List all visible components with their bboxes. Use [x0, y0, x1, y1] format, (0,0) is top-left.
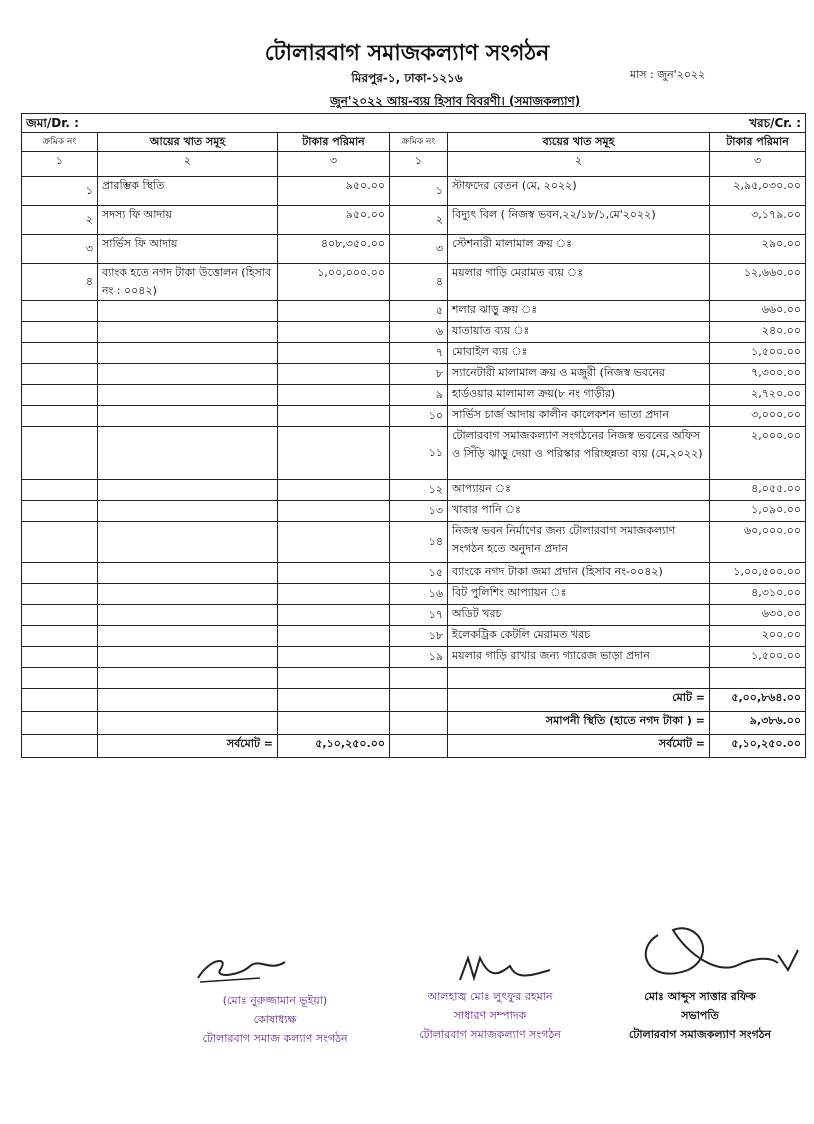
closing-balance-label: সমাপনী স্থিতি (হাতে নগদ টাকা ) =	[448, 712, 710, 735]
expense-amount-header: টাকার পরিমান	[710, 133, 806, 152]
income-item	[98, 605, 278, 626]
president-signature	[610, 988, 790, 1045]
income-amount	[278, 301, 390, 322]
total-row	[22, 689, 806, 712]
expense-serial: ১৬	[390, 584, 448, 605]
income-item	[98, 563, 278, 584]
income-serial	[22, 322, 98, 343]
expense-item: যাতায়াত ব্যয় ঃ	[448, 322, 710, 343]
col-number: ৩	[278, 152, 390, 177]
income-amount	[278, 522, 390, 563]
treasurer-signature-mark	[190, 948, 300, 988]
income-serial: ২	[22, 206, 98, 235]
income-amount: ৪০৮,৩৫০.০০	[278, 235, 390, 264]
income-amount	[278, 322, 390, 343]
grand-total-income-label: সর্বমোট =	[98, 735, 278, 758]
income-item	[98, 301, 278, 322]
income-item: সার্ভিস ফি আদায়	[98, 235, 278, 264]
income-item	[98, 668, 278, 689]
expense-serial: ১১	[390, 427, 448, 480]
ledger-row	[22, 647, 806, 668]
ledger-row	[22, 605, 806, 626]
income-item	[98, 522, 278, 563]
income-serial: ৩	[22, 235, 98, 264]
expense-amount: ২,৯৫,০৩০.০০	[710, 177, 806, 206]
grand-total-expense-value: ৫,১০,২৫০.০০	[710, 735, 806, 758]
expense-serial: ১৫	[390, 563, 448, 584]
income-serial	[22, 563, 98, 584]
col-number: ৩	[710, 152, 806, 177]
signature-role: সভাপতি	[681, 1009, 719, 1022]
income-item	[98, 427, 278, 480]
dr-label: জমা/Dr. :	[26, 116, 79, 130]
expense-item: ময়লার গাড়ি মেরামত ব্যয় ঃ	[448, 264, 710, 301]
col-number: ২	[98, 152, 278, 177]
president-signature-mark	[628, 915, 808, 990]
income-item	[98, 626, 278, 647]
dr-cr-row	[22, 114, 806, 133]
expense-item: খাবার পানি ঃ	[448, 501, 710, 522]
expense-amount: ৭,৩০০.০০	[710, 364, 806, 385]
income-amount	[278, 563, 390, 584]
expense-amount: ২৯০.০০	[710, 235, 806, 264]
secretary-signature-mark	[450, 950, 560, 990]
income-amount	[278, 385, 390, 406]
org-address: মিরপুর-১, ঢাকা-১২১৬	[351, 71, 463, 85]
income-item	[98, 480, 278, 501]
ledger-row	[22, 522, 806, 563]
expense-item: মোবাইল ব্যয় ঃ	[448, 343, 710, 364]
income-item	[98, 647, 278, 668]
ledger-row	[22, 206, 806, 235]
expense-serial-header: ক্রমিক নং	[390, 133, 448, 152]
expense-amount: ২,৭২০.০০	[710, 385, 806, 406]
signature-name: মোঃ আব্দুস সাত্তার রফিক	[644, 990, 756, 1003]
income-amount	[278, 501, 390, 522]
income-item	[98, 385, 278, 406]
income-serial	[22, 668, 98, 689]
expense-item: স্টাফদের বেতন (মে, ২০২২)	[448, 177, 710, 206]
expense-item: স্টেশনারী মালামাল ক্রয় ঃ	[448, 235, 710, 264]
expense-amount: ৬৬০.০০	[710, 301, 806, 322]
income-item	[98, 322, 278, 343]
expense-item: স্যানেটারী মালামাল ক্রয় ও মজুরী (নিজস্ব ভবনের	[448, 364, 710, 385]
income-amount	[278, 584, 390, 605]
ledger-row	[22, 235, 806, 264]
expense-serial: ১	[390, 177, 448, 206]
income-serial	[22, 427, 98, 480]
ledger-row	[22, 322, 806, 343]
income-amount	[278, 647, 390, 668]
signature-org: টোলারবাগ সমাজকল্যাণ সংগঠন	[628, 1028, 772, 1041]
income-item: সদস্য ফি আদায়	[98, 206, 278, 235]
closing-balance-value: ৯,৩৮৬.০০	[710, 712, 806, 735]
expense-amount: ২৪০.০০	[710, 322, 806, 343]
expense-item: টোলারবাগ সমাজকল্যাণ সংগঠনের নিজস্ব ভবনের অফিস ও সিঁড়ি ঝাড়ু দেয়া ও পরিস্কার পরিচ্ছন্নতা ব্যয় (মে,২০২২)	[448, 427, 710, 480]
income-amount: ১,০০,০০০.০০	[278, 264, 390, 301]
expense-serial: ৮	[390, 364, 448, 385]
col-number: ১	[390, 152, 448, 177]
expense-item: হার্ডওয়ার মালামাল ক্রয়(৮ নং গাড়ীর)	[448, 385, 710, 406]
income-serial	[22, 385, 98, 406]
income-serial	[22, 364, 98, 385]
income-serial	[22, 343, 98, 364]
income-serial	[22, 480, 98, 501]
expense-item: নিজস্ব ভবন নির্মাণের জন্য টোলারবাগ সমাজকল্যাণ সংগঠন হতে অনুদান প্রদান	[448, 522, 710, 563]
income-serial	[22, 301, 98, 322]
expense-serial: ৯	[390, 385, 448, 406]
expense-serial: ১৩	[390, 501, 448, 522]
grand-total-row	[22, 735, 806, 758]
income-serial	[22, 522, 98, 563]
expense-amount: ৪,০৫৫.০০	[710, 480, 806, 501]
month-label: মাস : জুন'২০২২	[630, 68, 706, 81]
col-number: ১	[22, 152, 98, 177]
ledger-row	[22, 343, 806, 364]
signature-org: টোলারবাগ সমাজ কল্যাণ সংগঠন	[202, 1032, 348, 1045]
expense-amount: ৩,১৭৯.০০	[710, 206, 806, 235]
ledger-row	[22, 301, 806, 322]
income-amount-header: টাকার পরিমান	[278, 133, 390, 152]
expense-item	[448, 668, 710, 689]
income-item: প্রারম্ভিক স্থিতি	[98, 177, 278, 206]
expense-amount: ১,০০,৫০০.০০	[710, 563, 806, 584]
income-amount	[278, 605, 390, 626]
ledger-row	[22, 563, 806, 584]
signature-name: আলহাজ্ব মোঃ লুৎফুর রহমান	[427, 990, 553, 1003]
signature-role: কোষাধ্যক্ষ	[253, 1013, 297, 1026]
grand-total-expense-label: সর্বমোট =	[448, 735, 710, 758]
expense-serial: ৩	[390, 235, 448, 264]
expense-item: বিট পুলিশিং আপ্যায়ন ঃ	[448, 584, 710, 605]
cr-label: খরচ/Cr. :	[749, 116, 802, 130]
expense-item: ইলেকট্রিক কেটলি মেরামত খরচ	[448, 626, 710, 647]
expense-amount: ৬০,০০০.০০	[710, 522, 806, 563]
income-item	[98, 406, 278, 427]
expense-serial: ৪	[390, 264, 448, 301]
expense-item-header: ব্যয়ের খাত সমূহ	[448, 133, 710, 152]
income-amount: ৯৫০.০০	[278, 206, 390, 235]
expense-serial: ১৯	[390, 647, 448, 668]
expense-serial: ১৭	[390, 605, 448, 626]
expense-amount: ১,০৯০.০০	[710, 501, 806, 522]
closing-balance-row	[22, 712, 806, 735]
ledger-row	[22, 385, 806, 406]
ledger-row	[22, 364, 806, 385]
income-amount: ৯৫০.০০	[278, 177, 390, 206]
income-serial: ১	[22, 177, 98, 206]
signature-role: সাধারণ সম্পাদক	[453, 1009, 527, 1022]
income-serial	[22, 647, 98, 668]
ledger-row	[22, 626, 806, 647]
expense-amount	[710, 668, 806, 689]
income-serial: ৪	[22, 264, 98, 301]
expense-item: বিদ্যুৎ বিল ( নিজস্ব ভবন,২২/১৮/১,মে'২০২২)	[448, 206, 710, 235]
ledger-row	[22, 480, 806, 501]
expense-serial: ৬	[390, 322, 448, 343]
ledger-row	[22, 264, 806, 301]
expense-serial: ৭	[390, 343, 448, 364]
treasurer-signature	[185, 992, 365, 1049]
income-amount	[278, 343, 390, 364]
expense-serial: ১০	[390, 406, 448, 427]
grand-total-income-value: ৫,১০,২৫০.০০	[278, 735, 390, 758]
expense-amount: ৬৩০.০০	[710, 605, 806, 626]
expense-item: আপ্যায়ন ঃ	[448, 480, 710, 501]
expense-serial: ১৮	[390, 626, 448, 647]
signature-org: টোলারবাগ সমাজকল্যাণ সংগঠন	[419, 1028, 561, 1041]
statement-title: জুন'২০২২ আয়-ব্যয় হিসাব বিবরণী। (সমাজকল্যাণ)	[330, 94, 581, 108]
expense-serial: ২	[390, 206, 448, 235]
income-serial	[22, 406, 98, 427]
total-value: ৫,০০,৮৬৪.০০	[710, 689, 806, 712]
income-item	[98, 501, 278, 522]
expense-item: ব্যাংকে নগদ টাকা জমা প্রদান (হিসাব নং-০০৪২)	[448, 563, 710, 584]
ledger-row	[22, 177, 806, 206]
expense-serial: ১৪	[390, 522, 448, 563]
expense-amount: ১২,৬৬০.০০	[710, 264, 806, 301]
header-row	[22, 133, 806, 152]
ledger-row	[22, 668, 806, 689]
income-amount	[278, 480, 390, 501]
expense-item: শলার ঝাড়ু ক্রয় ঃ	[448, 301, 710, 322]
expense-item: ময়লার গাড়ি রাখার জন্য গ্যারেজ ভাড়া প্রদান	[448, 647, 710, 668]
income-item	[98, 364, 278, 385]
expense-amount: ২,০০০.০০	[710, 427, 806, 480]
total-label: মোট =	[448, 689, 710, 712]
income-item-header: আয়ের খাত সমূহ	[98, 133, 278, 152]
expense-item: সার্ভিস চার্জ আদায় কালীন কালেকশন ভাতা প্রদান	[448, 406, 710, 427]
expense-amount: ২০০.০০	[710, 626, 806, 647]
ledger-row	[22, 427, 806, 480]
income-serial	[22, 501, 98, 522]
column-number-row	[22, 152, 806, 177]
expense-amount: ৪,৩১০.০০	[710, 584, 806, 605]
ledger-row	[22, 406, 806, 427]
col-number: ২	[448, 152, 710, 177]
expense-amount: ১,৫০০.০০	[710, 647, 806, 668]
income-serial	[22, 626, 98, 647]
expense-item: অডিট খরচ	[448, 605, 710, 626]
income-expense-table	[21, 113, 806, 758]
expense-serial: ৫	[390, 301, 448, 322]
ledger-body	[22, 177, 806, 689]
expense-amount: ৩,০০০.০০	[710, 406, 806, 427]
income-amount	[278, 427, 390, 480]
income-amount	[278, 626, 390, 647]
expense-serial: ১২	[390, 480, 448, 501]
income-serial	[22, 605, 98, 626]
secretary-signature	[400, 988, 580, 1045]
income-amount	[278, 364, 390, 385]
income-item	[98, 343, 278, 364]
signature-name: (মোঃ নুরুজ্জামান ভূইয়া)	[222, 994, 328, 1007]
ledger-row	[22, 584, 806, 605]
expense-serial	[390, 668, 448, 689]
income-amount	[278, 406, 390, 427]
income-item	[98, 584, 278, 605]
income-item: ব্যাংক হতে নগদ টাকা উত্তোলন (হিসাব নং : ০০৪২)	[98, 264, 278, 301]
ledger-row	[22, 501, 806, 522]
income-serial-header: ক্রমিক নং	[22, 133, 98, 152]
expense-amount: ১,৫০০.০০	[710, 343, 806, 364]
income-amount	[278, 668, 390, 689]
org-title: টোলারবাগ সমাজকল্যাণ সংগঠন	[264, 41, 550, 66]
income-serial	[22, 584, 98, 605]
